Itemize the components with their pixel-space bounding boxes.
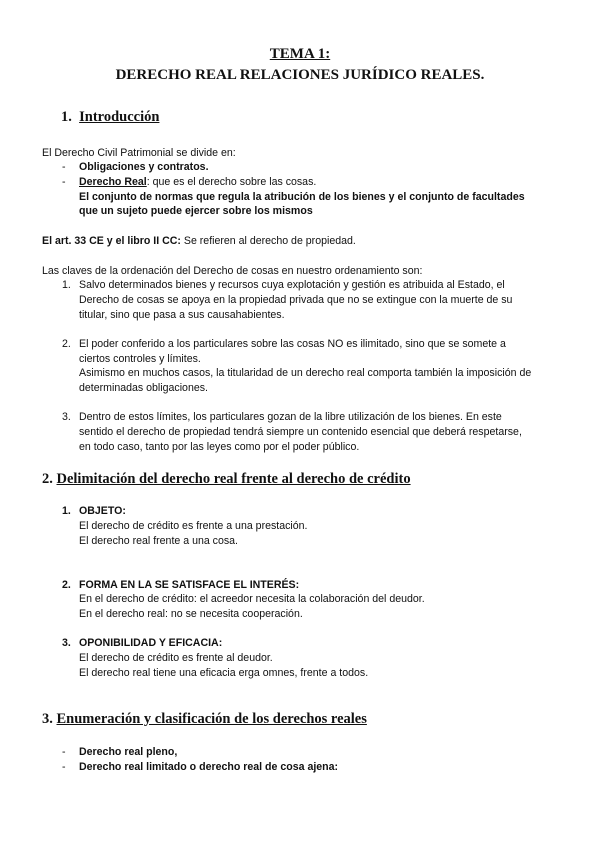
list-item-line: Dentro de estos límites, los particulares gozan de la libre utilización de los bienes. En este: [79, 411, 502, 423]
bullet-derecho-real-limitado: Derecho real limitado o derecho real de cosa ajena:: [79, 761, 339, 773]
list-item-line: El derecho real tiene una eficacia erga omnes, frente a todos.: [79, 667, 369, 679]
art-33-bold: El art. 33 CE y el libro II CC:: [42, 235, 181, 247]
doc-title-line1: TEMA 1:: [269, 46, 331, 62]
list-item-line: El derecho de crédito es frente al deudor.: [79, 652, 273, 664]
list-item-number: 2.: [62, 579, 71, 591]
doc-title-line2: DERECHO REAL RELACIONES JURÍDICO REALES.: [115, 67, 485, 83]
list-item-line: Salvo determinados bienes y recursos cuya explotación y gestión es atribuida al Estado, el: [79, 279, 505, 291]
bullet-derecho-real: [79, 175, 316, 190]
claves-intro: Las claves de la ordenación del Derecho de cosas en nuestro ordenamiento son:: [42, 265, 423, 277]
art-33-rest: Se refieren al derecho de propiedad.: [180, 235, 356, 247]
bullet-derecho-real-pleno: Derecho real pleno,: [79, 746, 178, 758]
list-item-line: Asimismo en muchos casos, la titularidad de un derecho real comporta también la imposición de: [79, 367, 532, 379]
list-item-line: En el derecho real: no se necesita cooperación.: [79, 608, 303, 620]
list-item-line: En el derecho de crédito: el acreedor necesita la colaboración del deudor.: [79, 593, 425, 605]
art-33-paragraph: [42, 234, 356, 249]
section-2-heading: [42, 470, 411, 488]
section-3-title: Enumeración y clasificación de los derechos reales: [56, 711, 367, 727]
list-item-line: determinadas obligaciones.: [79, 382, 208, 394]
list-item-line: ciertos controles y límites.: [79, 353, 201, 365]
section-2-number: 2.: [42, 471, 53, 487]
list-item-number: 3.: [62, 411, 71, 423]
bullet-obligaciones: Obligaciones y contratos.: [79, 161, 209, 173]
list-item-number: 2.: [62, 338, 71, 350]
section-1-heading: [61, 108, 159, 126]
list-item-number: 1.: [62, 505, 71, 517]
list-item-line: El poder conferido a los particulares sobre las cosas NO es ilimitado, sino que se somete a: [79, 338, 506, 350]
list-item-title: FORMA EN LA SE SATISFACE EL INTERÉS:: [79, 579, 300, 591]
derecho-real-rest: : que es el derecho sobre las cosas.: [146, 176, 317, 188]
section-2-title: Delimitación del derecho real frente al derecho de crédito: [56, 471, 411, 487]
list-item-line: titular, sino que pasa a sus causahabientes.: [79, 309, 285, 321]
bullet-marker: -: [62, 746, 66, 758]
section-1-title: Introducción: [79, 109, 160, 125]
section-3-heading: [42, 710, 367, 728]
list-item-title: OPONIBILIDAD Y EFICACIA:: [79, 637, 223, 649]
list-item-number: 3.: [62, 637, 71, 649]
list-item-line: El derecho de crédito es frente a una prestación.: [79, 520, 308, 532]
section-1-number: 1.: [61, 109, 72, 125]
intro-text: El Derecho Civil Patrimonial se divide en:: [42, 147, 236, 159]
list-item-line: El derecho real frente a una cosa.: [79, 535, 239, 547]
derecho-real-definition-line2: que un sujeto puede ejercer sobre los mismos: [79, 205, 313, 217]
list-item-line: sentido el derecho de propiedad tendrá siempre un contenido esencial que deberá respetarse,: [79, 426, 522, 438]
bullet-marker: -: [62, 176, 66, 188]
derecho-real-definition-line1: El conjunto de normas que regula la atribución de los bienes y el conjunto de facultades: [79, 191, 525, 203]
list-item-title: OBJETO:: [79, 505, 126, 517]
bullet-marker: -: [62, 161, 66, 173]
derecho-real-term: Derecho Real: [79, 176, 147, 188]
list-item-number: 1.: [62, 279, 71, 291]
bullet-marker: -: [62, 761, 66, 773]
section-3-number: 3.: [42, 711, 53, 727]
list-item-line: Derecho de cosas se apoya en la propiedad privada que no se extingue con la muerte de su: [79, 294, 513, 306]
list-item-line: en todo caso, tanto por las leyes como por el poder público.: [79, 441, 360, 453]
